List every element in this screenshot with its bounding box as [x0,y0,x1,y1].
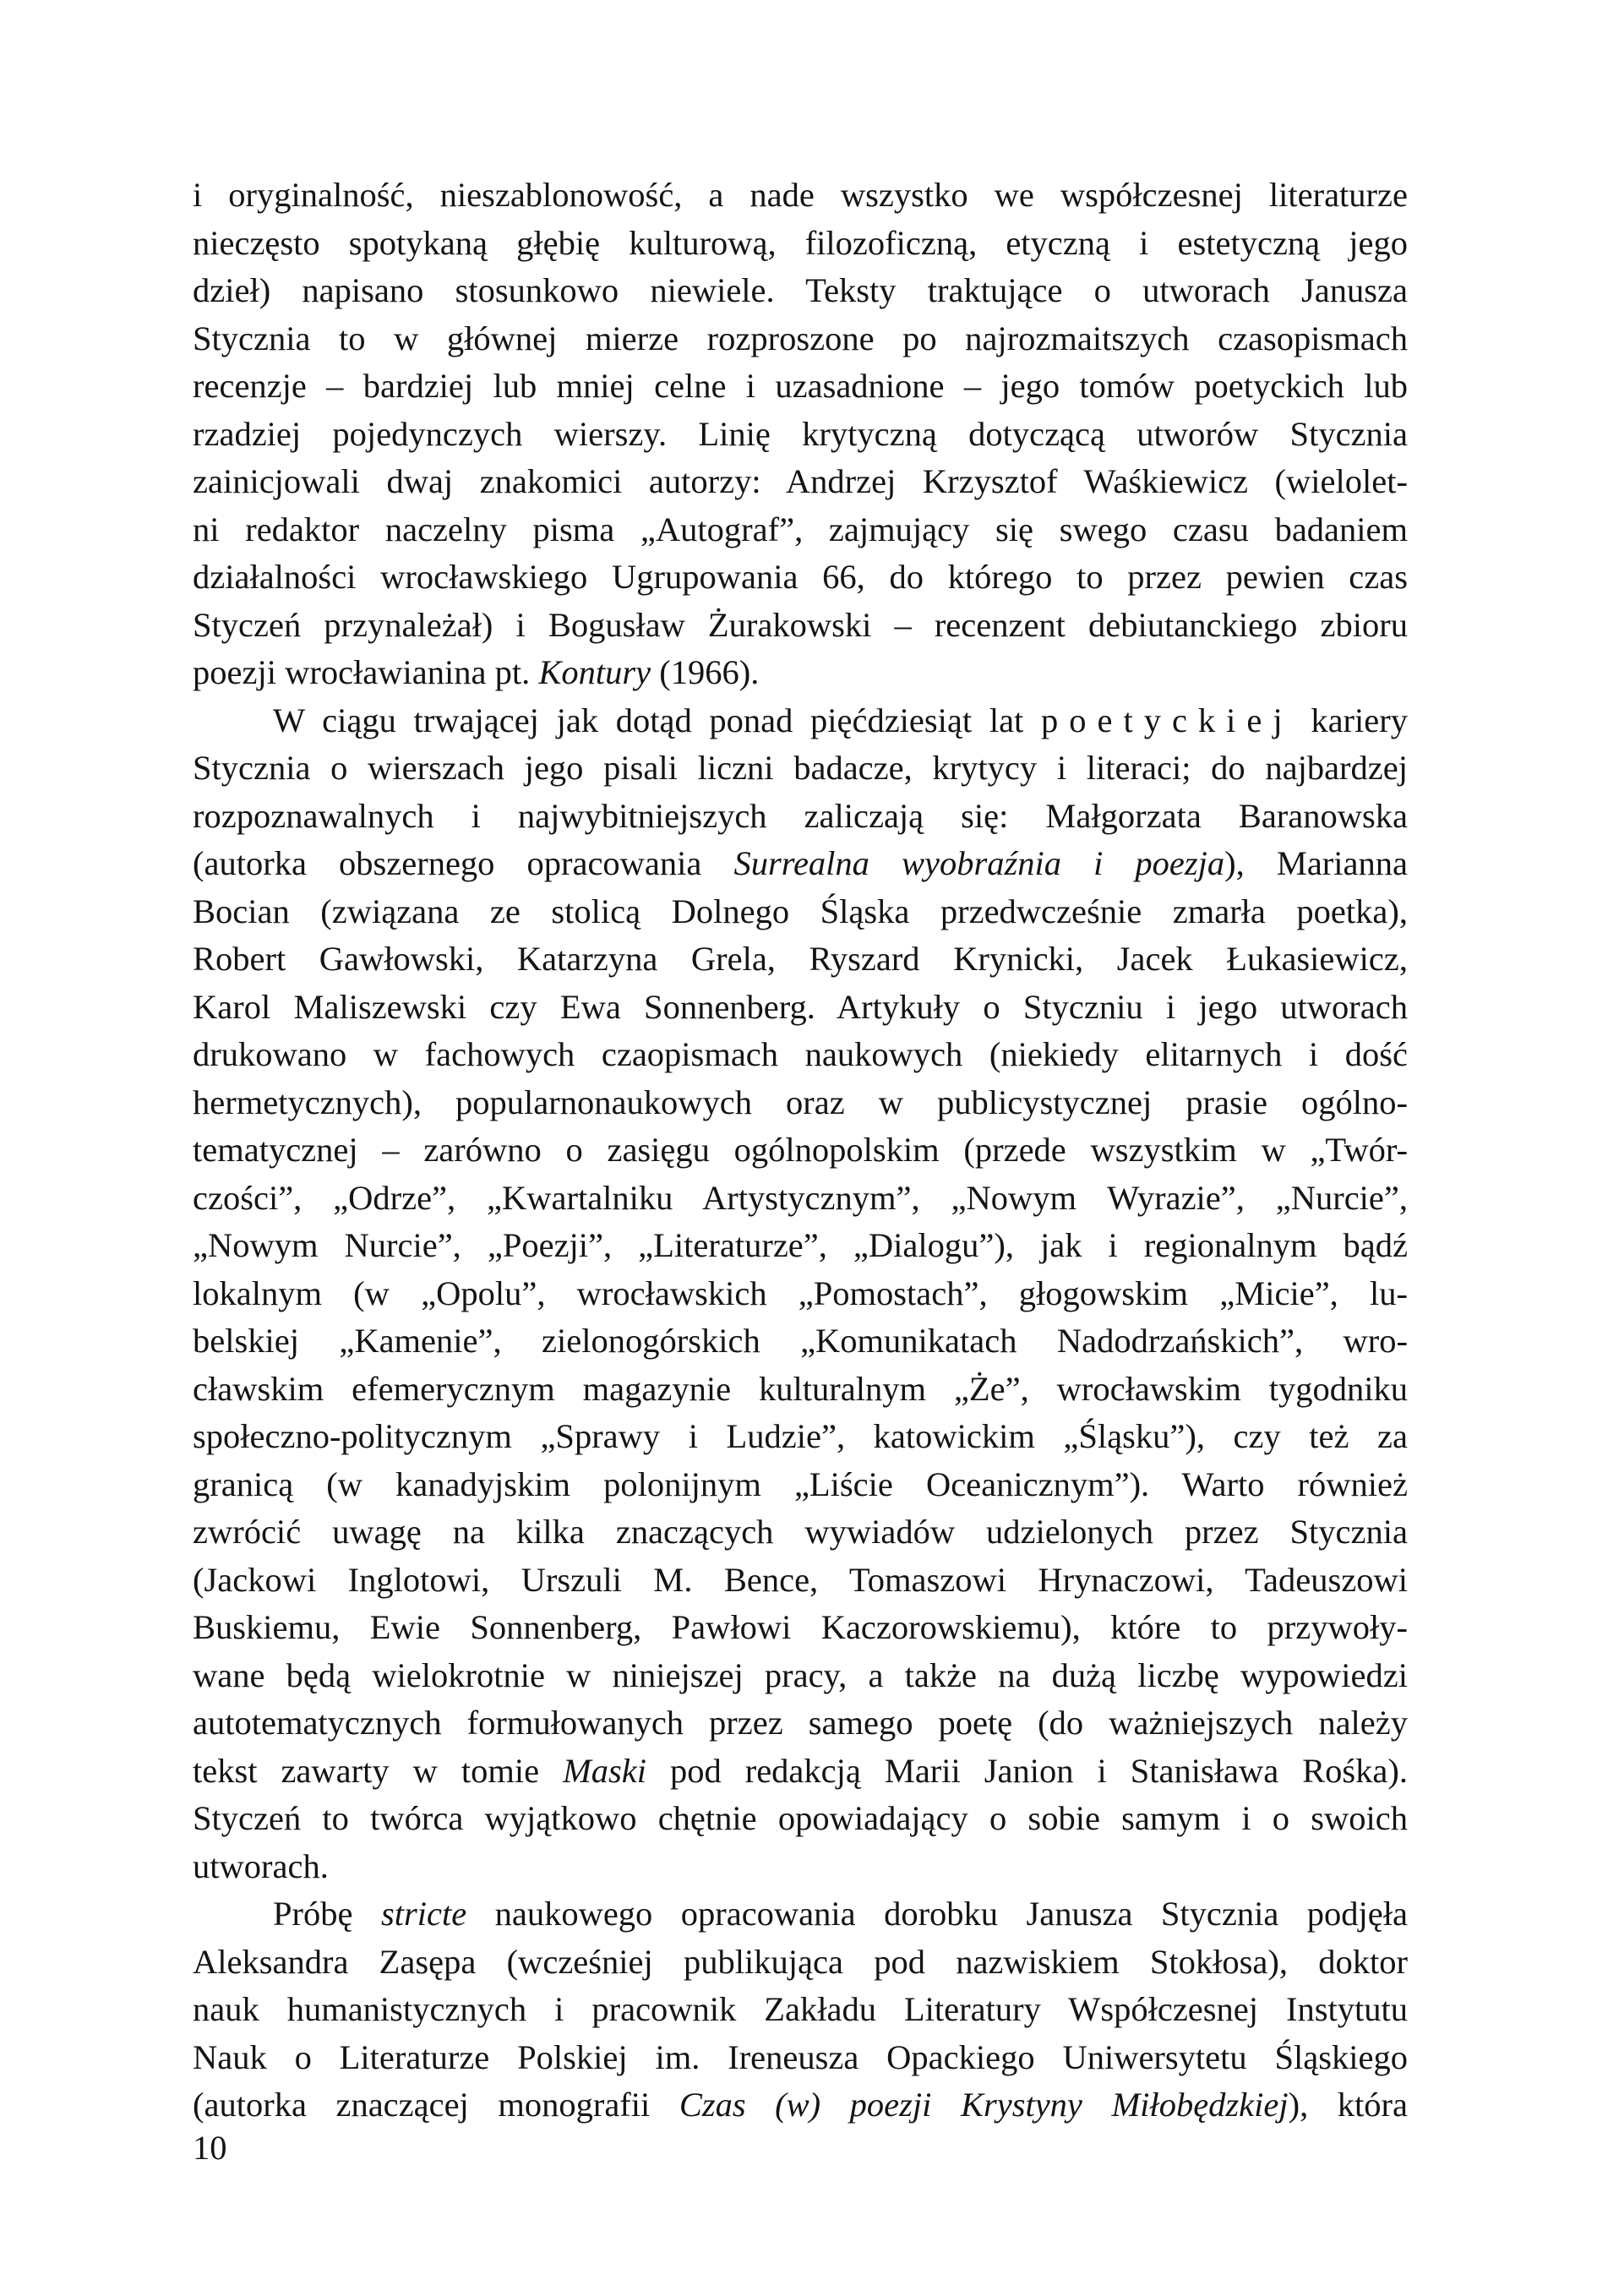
text-line: hermetycznych), popularnonaukowych oraz w publicystycznej prasie ogólno- [193,1083,1408,1121]
book-title: Maski [563,1751,647,1790]
text-line [193,840,1408,888]
text-line: „Nowym Nurcie”, „Poezji”, „Literaturze”, „Dialogu”), jak i regionalnym bądź [193,1226,1408,1264]
text-line: Stycznia to w głównej mierze rozproszone po najrozmaitszych czasopismach [193,319,1408,357]
text-line: Robert Gawłowski, Katarzyna Grela, Ryszard Krynicki, Jacek Łukasiewicz, [193,940,1408,978]
text-run: W ciągu trwającej jak dotąd ponad pięćdziesiąt lat [273,701,1041,739]
text-line [193,1748,1408,1796]
text-run: pod redakcją Marii Janion i Stanisława Rośka). [646,1751,1408,1790]
text-line: lokalnym (w „Opolu”, wrocławskich „Pomostach”, głogowskim „Micie”, lu- [193,1273,1408,1312]
book-title: Surrealna wyobraźnia i poezja [733,844,1225,882]
text-line: ni redaktor naczelny pisma „Autograf”, zajmujący się swego czasu badaniem [193,510,1408,548]
text-run: tekst zawarty w tomie [193,1751,564,1790]
paragraph-1 [193,172,1408,697]
text-line: cławskim efemerycznym magazynie kulturalnym „Że”, wrocławskim tygodniku [193,1369,1408,1408]
text-line: rozpoznawalnych i najwybitniejszych zaliczają się: Małgorzata Baranowska [193,796,1408,835]
latin-term: stricte [380,1895,467,1933]
text-line: Aleksandra Zasępa (wcześniej publikująca pod nazwiskiem Stokłosa), doktor [193,1942,1408,1981]
text-run: (autorka znaczącej monografii [193,2086,679,2124]
text-line: autotematycznych formułowanych przez samego poetę (do ważniejszych należy [193,1704,1408,1742]
text-line: wane będą wielokrotnie w niniejszej pracy, a także na dużą liczbę wypowiedzi [193,1655,1408,1694]
text-run: poezji wrocławianina pt. [193,653,539,691]
text-line: drukowano w fachowych czaopismach naukowych (niekiedy elitarnych i dość [193,1035,1408,1073]
spaced-emphasis: poetyckiej [1040,701,1294,739]
text-run: ), Marianna [1224,844,1408,882]
text-line: recenzje – bardziej lub mniej celne i uzasadnione – jego tomów poetyckich lub [193,367,1408,405]
text-run: kariery [1293,701,1408,739]
text-line: Styczeń to twórca wyjątkowo chętnie opowiadający o sobie samym i o swoich [193,1799,1408,1837]
text-line: Styczeń przynależał) i Bogusław Żurakowski – recenzent debiutanckiego zbioru [193,605,1408,644]
text-line: Nauk o Literaturze Polskiej im. Ireneusza Opackiego Uniwersytetu Śląskiego [193,2037,1408,2076]
text-line [193,2081,1408,2130]
text-line: belskiej „Kamenie”, zielonogórskich „Komunikatach Nadodrzańskich”, wro- [193,1322,1408,1360]
book-title: Kontury [538,653,651,691]
paragraph-2 [193,697,1408,1891]
text-line: zwrócić uwagę na kilka znaczących wywiadów udzielonych przez Stycznia [193,1513,1408,1551]
text-line: nieczęsto spotykaną głębię kulturową, filozoficzną, etyczną i estetyczną jego [193,223,1408,262]
text-line: działalności wrocławskiego Ugrupowania 66, do którego to przez pewien czas [193,558,1408,596]
text-line: (Jackowi Inglotowi, Urszuli M. Bence, Tomaszowi Hrynaczowi, Tadeuszowi [193,1560,1408,1599]
text-line: Karol Maliszewski czy Ewa Sonnenberg. Artykuły o Styczniu i jego utworach [193,987,1408,1026]
text-line: Buskiemu, Ewie Sonnenberg, Pawłowi Kaczorowskiemu), które to przywoły- [193,1608,1408,1646]
text-line: zainicjowali dwaj znakomici autorzy: Andrzej Krzysztof Waśkiewicz (wielolet- [193,462,1408,500]
text-line: i oryginalność, nieszablonowość, a nade wszystko we współczesnej literaturze [193,176,1408,214]
paragraph-3 [193,1890,1408,2130]
text-line [193,697,1408,745]
book-title: Czas (w) poezji Krystyny Miłobędzkiej [679,2086,1289,2124]
text-line: granicą (w kanadyjskim polonijnym „Liście Oceanicznym”). Warto również [193,1464,1408,1503]
text-line: społeczno-politycznym „Sprawy i Ludzie”, katowickim „Śląsku”), czy też za [193,1417,1408,1455]
text-run: (autorka obszernego opracowania [193,844,734,882]
text-line: Bocian (związana ze stolicą Dolnego Śląska przedwcześnie zmarła poetka), [193,892,1408,930]
text-run: Próbę [273,1895,381,1933]
text-line: rzadziej pojedynczych wierszy. Linię krytyczną dotyczącą utworów Stycznia [193,414,1408,453]
text-line: czości”, „Odrze”, „Kwartalniku Artystycznym”, „Nowym Wyrazie”, „Nurcie”, [193,1178,1408,1217]
text-line: utworach. [193,1846,329,1885]
text-run: ), która [1288,2086,1409,2124]
text-line: nauk humanistycznych i pracownik Zakładu Literatury Współczesnej Instytutu [193,1990,1408,2028]
text-line: dzieł) napisano stosunkowo niewiele. Teksty traktujące o utworach Janusza [193,271,1408,309]
text-line [193,1890,1408,1939]
text-line [193,649,1408,697]
text-run: (1966). [651,653,760,691]
page-number: 10 [193,2129,227,2167]
text-line: Stycznia o wierszach jego pisali liczni badacze, krytycy i literaci; do najbardzej [193,749,1408,787]
page-body [193,172,1408,2130]
text-line: tematycznej – zarówno o zasięgu ogólnopolskim (przede wszystkim w „Twór- [193,1131,1408,1169]
text-run: naukowego opracowania dorobku Janusza Stycznia podjęła [466,1895,1408,1933]
